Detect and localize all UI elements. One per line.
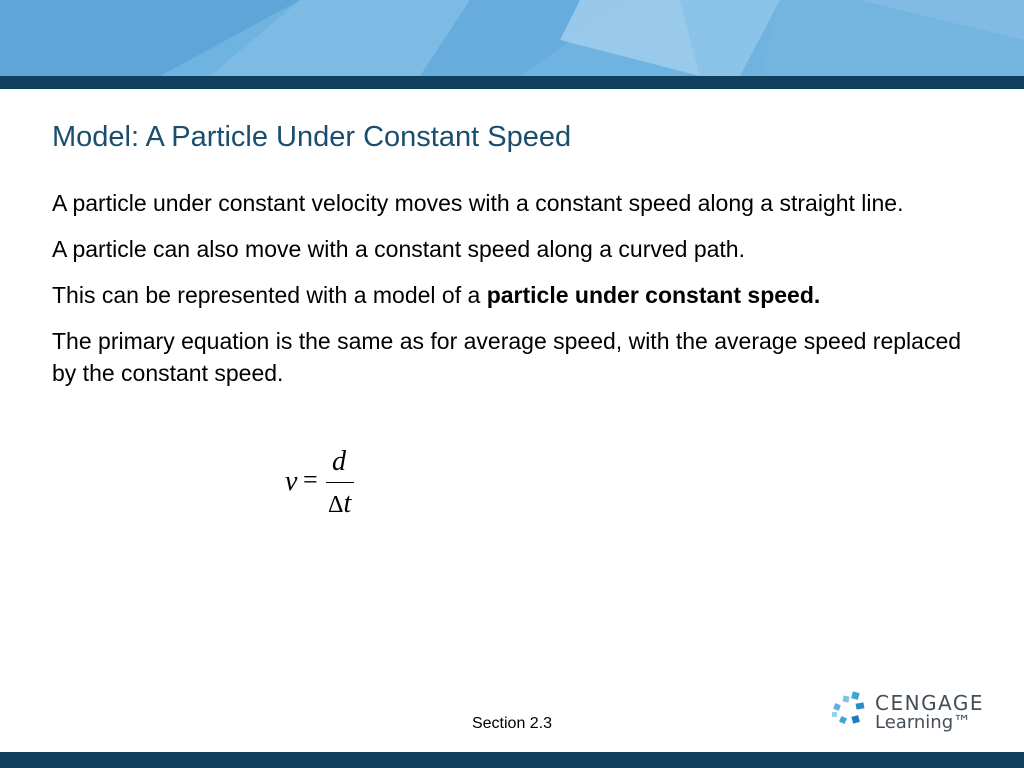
delta-symbol: Δ <box>328 492 344 518</box>
header-banner <box>0 0 1024 76</box>
equation-lhs: v <box>285 466 298 497</box>
denominator-variable: t <box>343 488 352 519</box>
paragraph-1: A particle under constant velocity moves with a constant speed along a straight line. <box>52 190 904 216</box>
paragraph-3-text: This can be represented with a model of a <box>52 282 487 308</box>
paragraph-2: A particle can also move with a constant speed along a curved path. <box>52 236 745 262</box>
fraction-bar <box>326 482 354 483</box>
paragraph-3-bold: particle under constant speed. <box>486 282 821 308</box>
paragraph-3 <box>52 279 982 311</box>
cengage-logo-text: CENGAGE <box>875 691 985 715</box>
equation-equals: = <box>303 465 318 494</box>
paragraph-4: The primary equation is the same as for average speed, with the average speed replaced by the constant speed. <box>52 328 962 386</box>
learning-logo-text: Learning™ <box>875 712 972 733</box>
slide-title: Model: A Particle Under Constant Speed <box>52 121 572 153</box>
equation-numerator: d <box>332 446 346 477</box>
speed-equation <box>285 446 365 522</box>
section-label: Section 2.3 <box>471 715 553 732</box>
cengage-logo-icon <box>830 690 870 730</box>
slide-body <box>52 187 982 403</box>
footer-stripe <box>0 752 1024 768</box>
header-stripe <box>0 76 1024 89</box>
cengage-logo <box>830 690 990 738</box>
equation-denominator <box>328 488 351 520</box>
